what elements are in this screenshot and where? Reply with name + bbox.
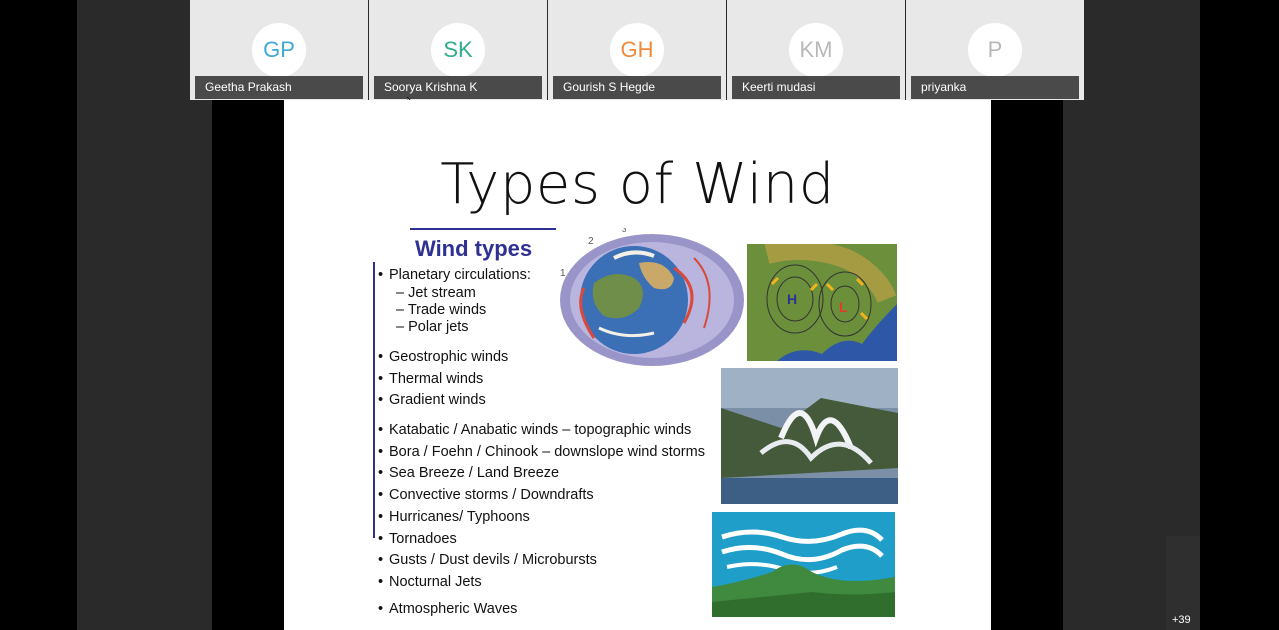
pressure-map-image (747, 244, 897, 361)
avatar: KM (789, 23, 843, 77)
avatar: SK (431, 23, 485, 77)
sub-list-item: – Jet stream (396, 285, 476, 301)
low-pressure-label: L (839, 299, 848, 315)
participant-name: Keerti mudasi (732, 76, 900, 99)
downslope-wind-image (721, 368, 898, 504)
participant-tile[interactable] (369, 0, 547, 100)
participant-name: Gourish S Hegde (553, 76, 721, 99)
list-item: • Sea Breeze / Land Breeze (378, 465, 560, 481)
globe-cell-label: 2 (588, 236, 594, 247)
list-item: • Hurricanes/ Typhoons (378, 509, 530, 525)
list-item: • Gradient winds (378, 392, 486, 408)
participant-tile[interactable] (190, 0, 368, 100)
sub-list-item: – Polar jets (396, 319, 469, 335)
more-participants-panel[interactable] (1166, 536, 1200, 630)
participant-tile[interactable] (548, 0, 726, 100)
participant-name: priyanka (911, 76, 1079, 99)
left-black-margin (0, 0, 77, 630)
slide-subheading: Wind types (415, 236, 533, 261)
list-item: • Convective storms / Downdrafts (378, 487, 594, 503)
slide-title: Types of Wind (440, 152, 835, 217)
list-item: • Katabatic / Anabatic winds – topographic winds (378, 422, 692, 438)
global-circulation-image (554, 228, 746, 368)
list-item: • Gusts / Dust devils / Microbursts (378, 552, 597, 568)
sub-list-item: – Trade winds (396, 302, 487, 318)
shared-screen (212, 100, 1063, 630)
participant-tile[interactable] (906, 0, 1084, 100)
mountain-wave-image (712, 512, 895, 617)
list-item: • Planetary circulations: (378, 267, 531, 283)
list-item: • Tornadoes (378, 531, 457, 547)
presentation-slide (284, 100, 991, 630)
participant-name: Geetha Prakash (195, 76, 363, 99)
avatar: GH (610, 23, 664, 77)
avatar: GP (252, 23, 306, 77)
list-item: • Atmospheric Waves (378, 601, 518, 617)
list-item: • Nocturnal Jets (378, 574, 482, 590)
list-item: • Bora / Foehn / Chinook – downslope wind storms (378, 444, 705, 460)
list-item: • Geostrophic winds (378, 349, 509, 365)
underline-divider (410, 228, 556, 230)
avatar: P (968, 23, 1022, 77)
vertical-divider (373, 262, 375, 538)
globe-cell-label: 3 (622, 228, 627, 234)
more-participants-count: +39 (1172, 614, 1191, 626)
list-item: • Thermal winds (378, 371, 484, 387)
globe-cell-label: 1 (560, 268, 566, 279)
participant-strip (190, 0, 1085, 100)
participant-name: Soorya Krishna K (374, 76, 542, 99)
high-pressure-label: H (787, 291, 798, 307)
right-black-margin (1200, 0, 1279, 630)
participant-tile[interactable] (727, 0, 905, 100)
